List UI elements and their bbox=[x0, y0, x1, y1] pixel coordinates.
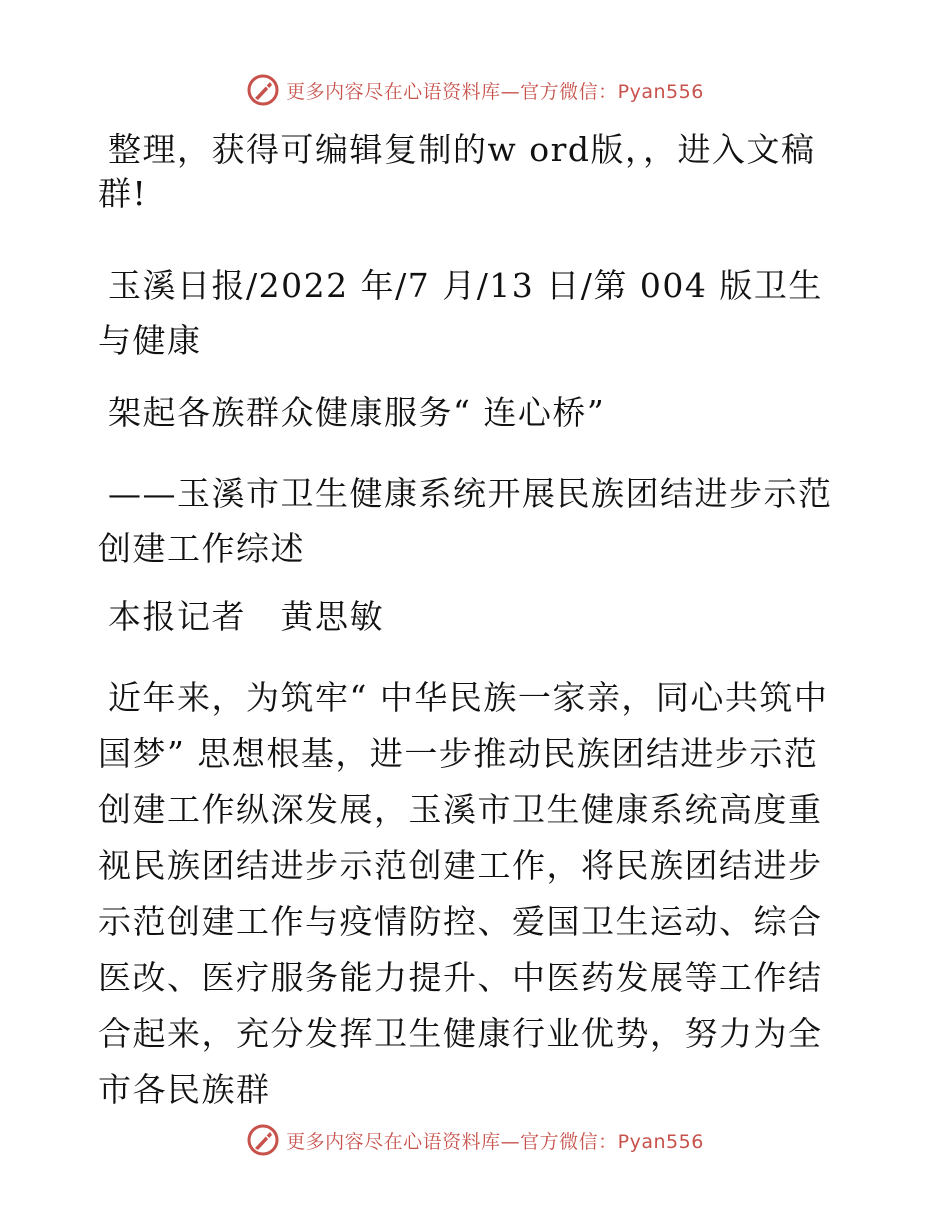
paragraph-notice: 整理，获得可编辑复制的w ord版，，进入文稿群! bbox=[98, 130, 816, 213]
article-byline: 本报记者 黄思敏 bbox=[108, 597, 384, 636]
banner-text: 更多内容尽在心语资料库—官方微信：Pyan556 bbox=[286, 1130, 704, 1153]
quill-seal-icon bbox=[246, 73, 280, 107]
paragraph-source: 玉溪日报/2022 年/7 月/13 日/第 004 版卫生与健康 bbox=[98, 266, 823, 360]
header-banner bbox=[0, 70, 950, 110]
banner-text: 更多内容尽在心语资料库—官方微信：Pyan556 bbox=[286, 80, 704, 103]
quill-seal-icon bbox=[246, 1123, 280, 1157]
article-body-paragraph: 近年来，为筑牢“ 中华民族一家亲，同心共筑中国梦” 思想根基，进一步推动民族团结进步示范创建工作纵深发展，玉溪市卫生健康系统高度重视民族团结进步示范创建工作，将民族团结进步示范创建工作与疫情防控、爱国卫生运动、综合医改、医疗服务能力提升、中医药发展等工作结合起来，充分发挥卫生健康行业优势，努力为全市各民族群 bbox=[98, 678, 829, 1109]
article-title: 架起各族群众健康服务“ 连心桥” bbox=[108, 393, 606, 432]
article-subtitle: ——玉溪市卫生健康系统开展民族团结进步示范创建工作综述 bbox=[98, 474, 833, 568]
footer-banner bbox=[0, 1120, 950, 1160]
